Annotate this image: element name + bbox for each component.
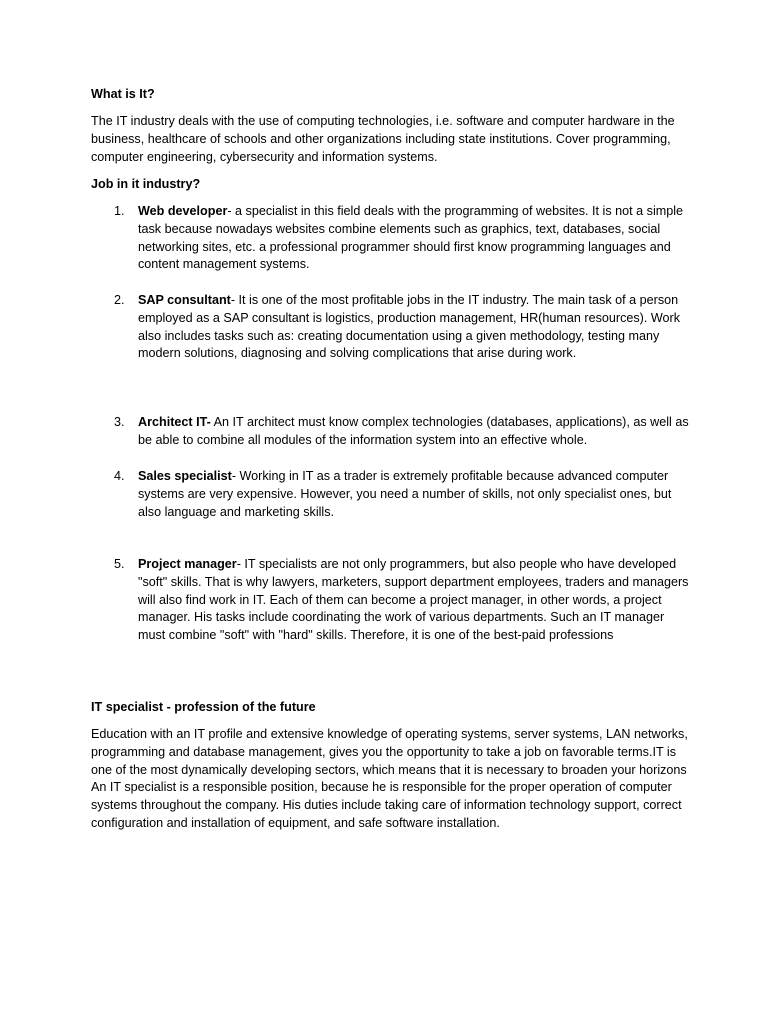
list-number: 1.: [114, 204, 125, 218]
list-item-body: [138, 556, 691, 645]
list-item-body: [138, 468, 691, 521]
job-description: - a specialist in this field deals with the programming of websites. It is not a simple task because nowadays websites combine elements such as graphics, text, databases, social networking sites, etc. a professional programmer should first know programming languages and content management systems.: [138, 204, 684, 272]
heading-what-is-it: What is It?: [91, 87, 155, 101]
heading-future: IT specialist - profession of the future: [91, 700, 316, 714]
list-item-body: [138, 203, 691, 274]
job-description: - Working in IT as a trader is extremely profitable because advanced computer systems are very expensive. However, you need a number of skills, not only specialist ones, but also language and marketing skills.: [138, 469, 672, 519]
list-number: 3.: [114, 415, 125, 429]
job-description: - IT specialists are not only programmers, but also people who have developed "soft" skills. That is why lawyers, marketers, support department employees, traders and managers will also find work in IT. Each of them can become a project manager, in other words, a project manager. His tasks include coordinating the work of various departments. Such an IT manager must combine "soft" with "hard" skills. Therefore, it is one of the best-paid professions: [138, 557, 689, 643]
list-item-body: [138, 414, 691, 450]
job-term: Architect IT-: [138, 415, 211, 429]
job-term: Project manager: [138, 557, 237, 571]
paragraph-future: Education with an IT profile and extensive knowledge of operating systems, server systems, LAN networks, programming and database management, gives you the opportunity to take a job on favorable terms.IT is one of the most dynamically developing sectors, which means that it is necessary to broaden your horizons An IT specialist is a responsible position, because he is responsible for the proper operation of computer systems throughout the company. His duties include taking care of information technology support, correct configuration and installation of equipment, and safe software installation.: [91, 727, 688, 830]
job-description: An IT architect must know complex technologies (databases, applications), as well as be able to combine all modules of the information system into an effective whole.: [138, 415, 689, 447]
paragraph-what-is-it: The IT industry deals with the use of computing technologies, i.e. software and computer hardware in the business, healthcare of schools and other organizations including state institutions. Cover programming, computer engineering, cybersecurity and information systems.: [91, 114, 675, 164]
list-number: 2.: [114, 293, 125, 307]
list-item-body: [138, 292, 691, 363]
job-term: SAP consultant: [138, 293, 231, 307]
list-number: 5.: [114, 557, 125, 571]
job-description: - It is one of the most profitable jobs in the IT industry. The main task of a person employed as a SAP consultant is logistics, production management, HR(human resources). Work also includes tasks such as: creating documentation using a given methodology, testing many modern solutions, diagnosing and solving complications that arise during work.: [138, 293, 681, 361]
list-number: 4.: [114, 469, 125, 483]
job-term: Web developer: [138, 204, 228, 218]
heading-jobs: Job in it industry?: [91, 177, 201, 191]
job-term: Sales specialist: [138, 469, 232, 483]
